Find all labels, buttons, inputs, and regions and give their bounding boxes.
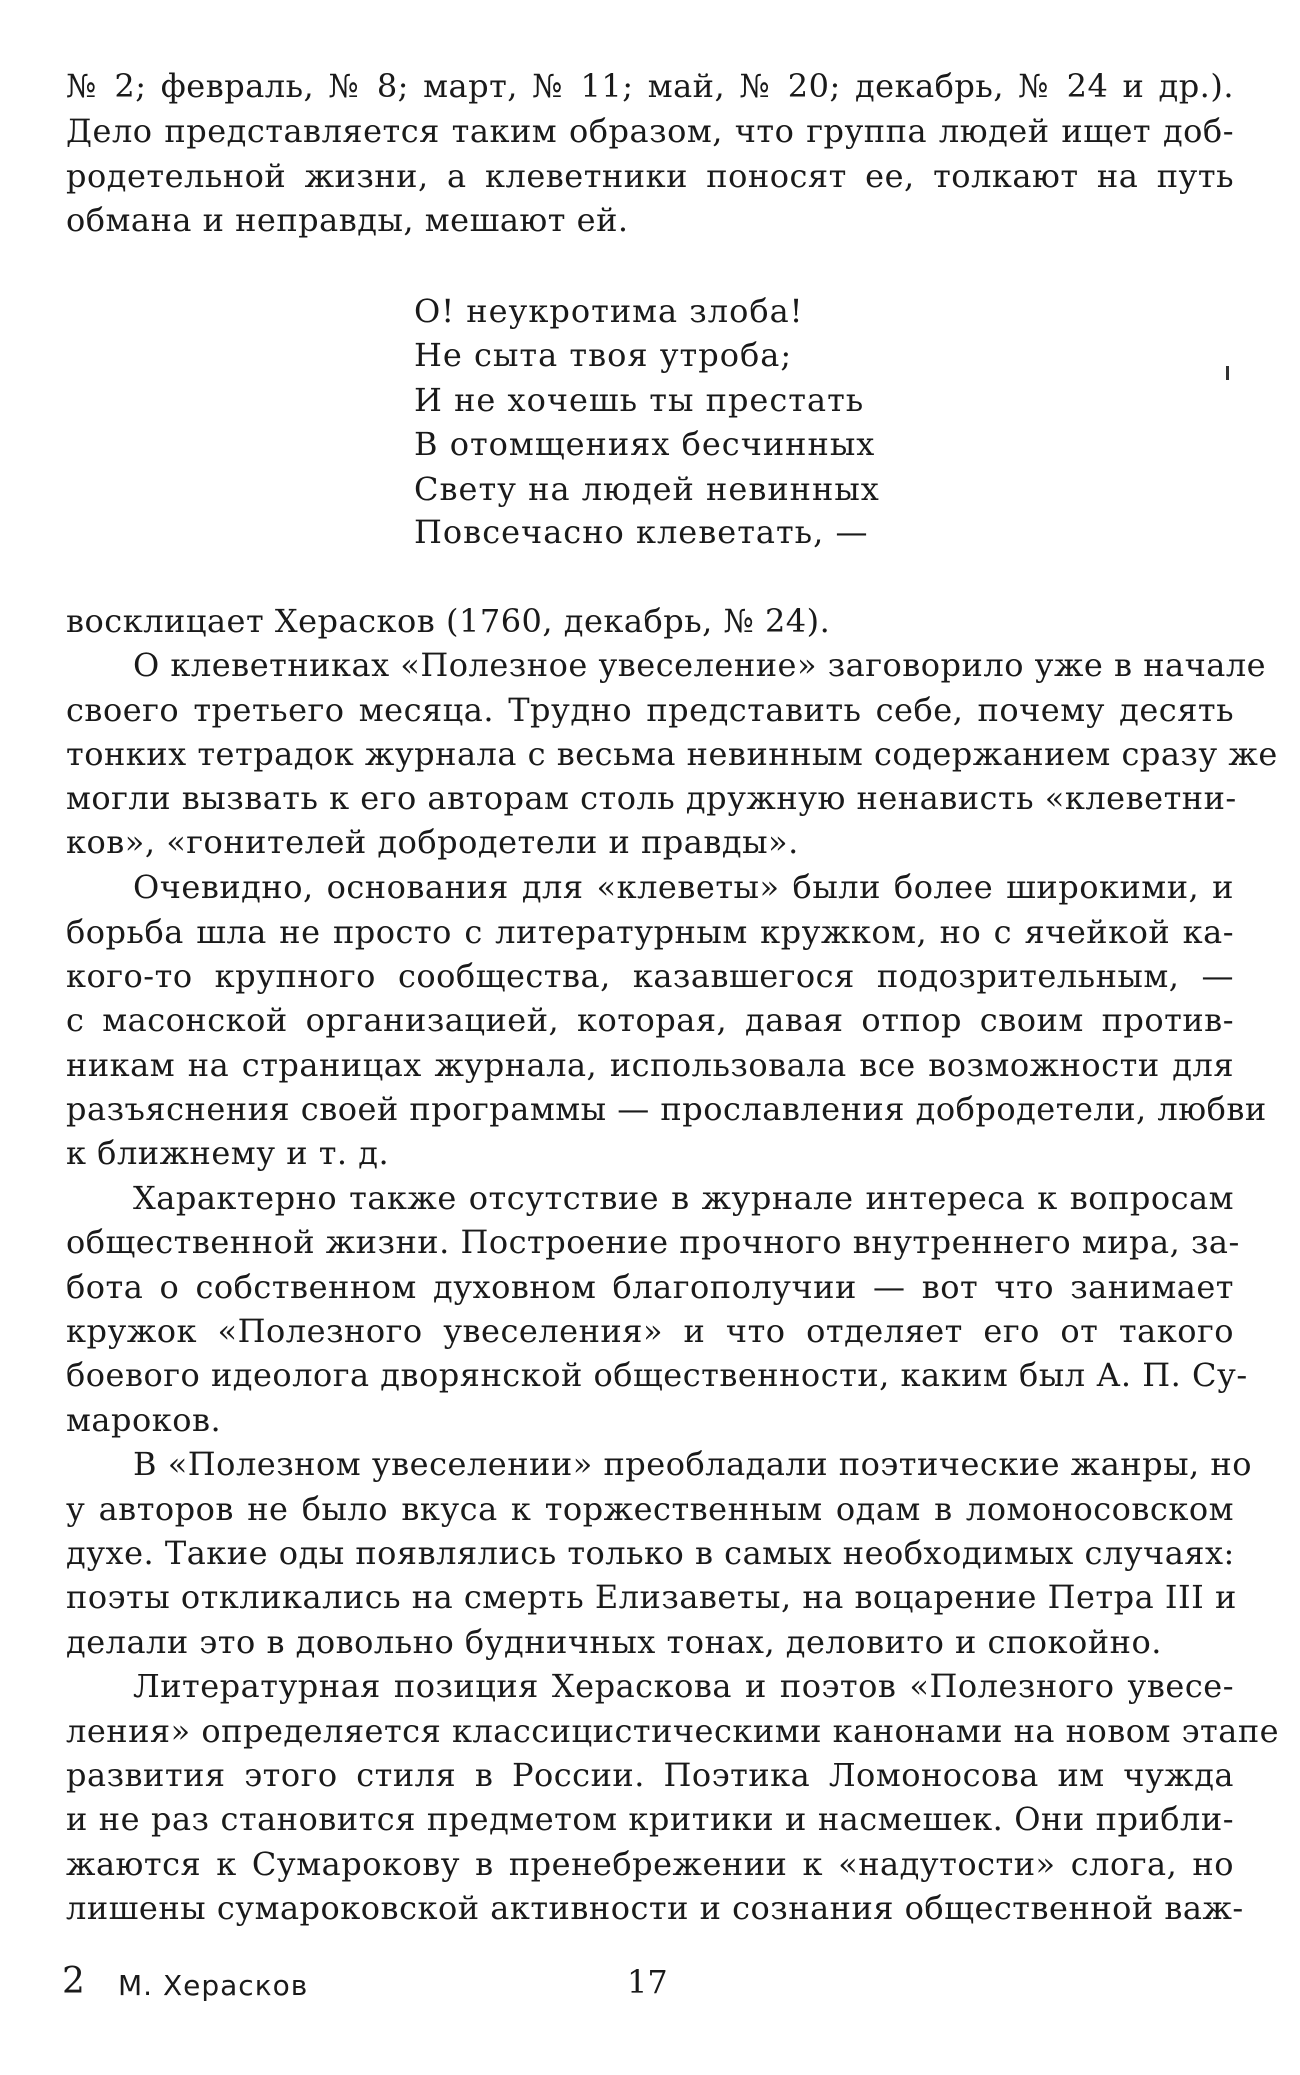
page-number: 17	[627, 1963, 668, 2001]
verse-line: И не хочешь ты престать	[414, 381, 865, 419]
text-line: развития этого стиля в России. Поэтика Ломоносова им чужда	[66, 1756, 1234, 1794]
verse-line: Повсечасно клеветать, —	[414, 513, 869, 551]
text-line: кого-то крупного сообщества, казавшегося подозрительным, —	[66, 957, 1234, 995]
text-line: поэты откликались на смерть Елизаветы, на воцарение Петра III и	[66, 1578, 1237, 1616]
verse-line: В отомщениях бесчинных	[414, 425, 876, 463]
text-line: боевого идеолога дворянской общественности, каким был А. П. Су-	[66, 1356, 1248, 1394]
text-line: Дело представляется таким образом, что группа людей ищет доб-	[66, 112, 1234, 150]
text-line: восклицает Херасков (1760, декабрь, № 24).	[66, 602, 831, 640]
text-line: и не раз становится предметом критики и насмешек. Они прибли-	[66, 1800, 1234, 1838]
text-line: никам на страницах журнала, использовала все возможности для	[66, 1046, 1234, 1084]
text-line: мароков.	[66, 1401, 222, 1439]
text-line: с масонской организацией, которая, давая отпор своим против-	[66, 1001, 1234, 1039]
verse-line: Не сыта твоя утроба;	[414, 336, 793, 374]
text-line: ков», «гонителей добродетели и правды».	[66, 823, 799, 861]
text-line: духе. Такие оды появлялись только в самых необходимых случаях:	[66, 1534, 1235, 1572]
text-line: лишены сумароковской активности и сознания общественной важ-	[66, 1889, 1244, 1927]
running-title: М. Херасков	[118, 1969, 309, 2002]
text-line: у авторов не было вкуса к торжественным одам в ломоносовском	[66, 1490, 1234, 1528]
text-line: Характерно также отсутствие в журнале интереса к вопросам	[133, 1179, 1234, 1217]
text-line: к ближнему и т. д.	[66, 1134, 390, 1172]
text-line: тонких тетрадок журнала с весьма невинным содержанием сразу же	[66, 735, 1278, 773]
text-line: В «Полезном увеселении» преобладали поэтические жанры, но	[133, 1445, 1252, 1483]
text-line: кружок «Полезного увеселения» и что отделяет его от такого	[66, 1312, 1234, 1350]
text-line: ления» определяется классицистическими канонами на новом этапе	[66, 1712, 1280, 1750]
text-line: могли вызвать к его авторам столь дружную ненависть «клеветни-	[66, 779, 1237, 817]
text-line: № 2; февраль, № 8; март, № 11; май, № 20; декабрь, № 24 и др.).	[66, 67, 1234, 105]
text-line: Очевидно, основания для «клеветы» были более широкими, и	[133, 868, 1234, 906]
text-line: общественной жизни. Построение прочного внутреннего мира, за-	[66, 1223, 1240, 1261]
verse-line: О! неукротима злоба!	[414, 292, 804, 330]
text-line: Литературная позиция Хераскова и поэтов «Полезного увесе-	[133, 1667, 1234, 1705]
verse-line: Свету на людей невинных	[414, 470, 880, 508]
printer-signature: 2	[62, 1961, 85, 2002]
text-line: родетельной жизни, а клеветники поносят ее, толкают на путь	[66, 157, 1234, 195]
text-line: бота о собственном духовном благополучии — вот что занимает	[66, 1268, 1234, 1306]
text-line: обмана и неправды, мешают ей.	[66, 201, 629, 239]
scan-mark	[1226, 366, 1229, 380]
text-line: О клеветниках «Полезное увеселение» заговорило уже в начале	[133, 646, 1267, 684]
text-line: разъяснения своей программы — прославления добродетели, любви	[66, 1090, 1267, 1128]
text-line: борьба шла не просто с литературным кружком, но с ячейкой ка-	[66, 913, 1234, 951]
text-line: делали это в довольно будничных тонах, деловито и спокойно.	[66, 1623, 1162, 1661]
text-line: своего третьего месяца. Трудно представить себе, почему десять	[66, 691, 1234, 729]
text-line: жаются к Сумарокову в пренебрежении к «надутости» слога, но	[66, 1845, 1234, 1883]
